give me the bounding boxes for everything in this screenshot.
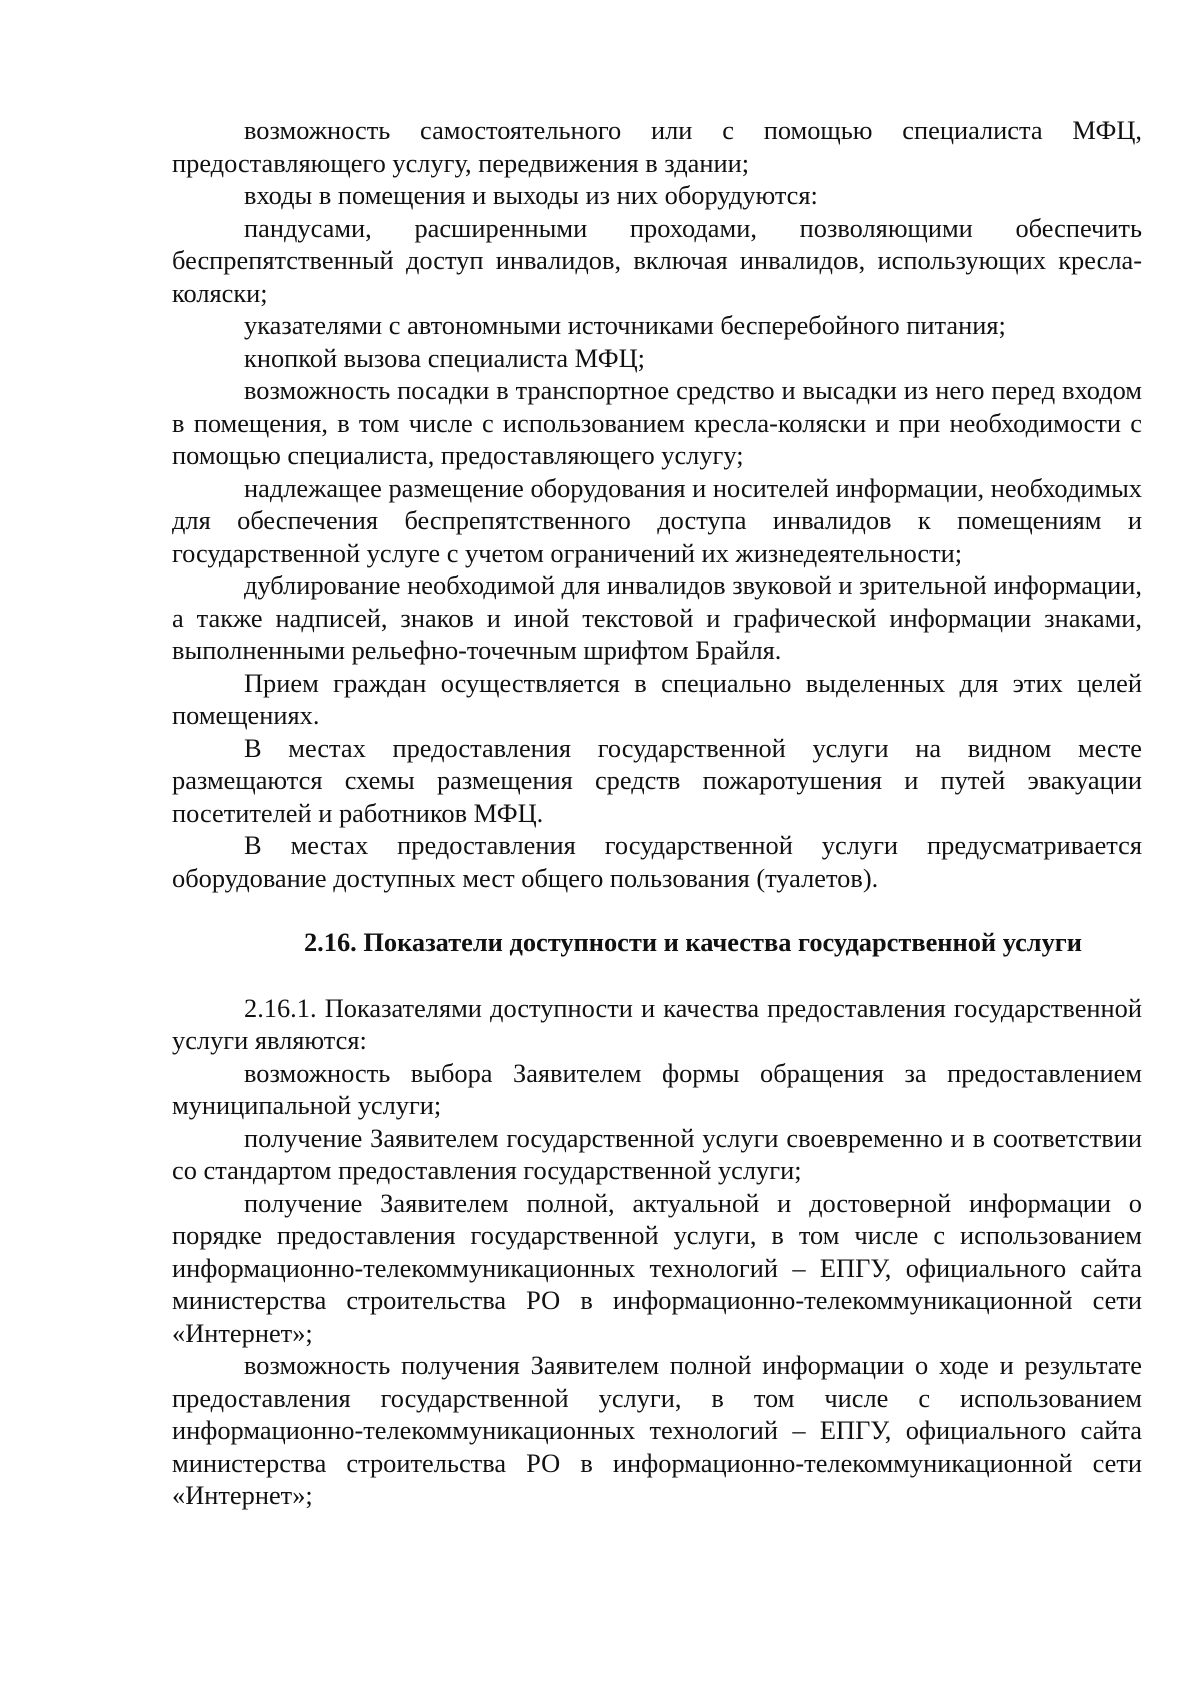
paragraph-progress-information: возможность получения Заявителем полной информации о ходе и результате предоставления государственной услуги, в том числе с использованием информационно-телекоммуникационных технологий – ЕПГУ, официального сайта министерства строительства РО в информационно-телекоммуникационной сети «Интернет»; [172,1350,1142,1510]
document-page [172,114,1142,1512]
section-heading: 2.16. Показатели доступности и качества государственной услуги [303,927,1083,957]
paragraph-vehicle-boarding: возможность посадки в транспортное средство и высадки из него перед входом в помещения, в том числе с использованием кресла-коляски и при необходимости с помощью специалиста, предоставляющего услугу; [172,375,1142,470]
paragraph-choice-of-form: возможность выбора Заявителем формы обращения за предоставлением муниципальной услуги; [172,1057,1142,1120]
paragraph-ramps: пандусами, расширенными проходами, позволяющими обеспечить беспрепятственный доступ инвалидов, включая инвалидов, использующих кресла-коляски; [172,212,1142,308]
paragraph-timely-service: получение Заявителем государственной услуги своевременно и в соответствии со стандартом предоставления государственной услуги; [172,1122,1142,1185]
paragraph-signs: указателями с автономными источниками бесперебойного питания; [244,310,1006,340]
paragraph-indicators-intro: 2.16.1. Показателями доступности и качества предоставления государственной услуги являются: [172,992,1142,1055]
paragraph-reception: Прием граждан осуществляется в специально выделенных для этих целей помещениях. [172,667,1142,730]
paragraph-full-information: получение Заявителем полной, актуальной и достоверной информации о порядке предоставления государственной услуги, в том числе с использованием информационно-телекоммуникационных технологий – ЕПГУ, официального сайта министерства строительства РО в информационно-телекоммуникационной сети «Интернет»; [172,1187,1142,1348]
paragraph-equipment-placement: надлежащее размещение оборудования и носителей информации, необходимых для обеспечения беспрепятственного доступа инвалидов к помещениям и государственной услуге с учетом ограничений их жизнедеятельности; [172,472,1142,568]
paragraph-entrances: входы в помещения и выходы из них оборудуются: [244,180,818,210]
paragraph-evacuation: В местах предоставления государственной услуги на видном месте размещаются схемы размещения средств пожаротушения и путей эвакуации посетителей и работников МФЦ. [172,732,1142,828]
paragraph-call-button: кнопкой вызова специалиста МФЦ; [244,342,646,373]
paragraph-accessibility-movement: возможность самостоятельного или с помощью специалиста МФЦ, предоставляющего услугу, передвижения в здании; [172,115,1142,178]
paragraph-braille: дублирование необходимой для инвалидов звуковой и зрительной информации, а также надписей, знаков и иной текстовой и графической информации знаками, выполненными рельефно-точечным шрифтом Брайля. [172,570,1142,665]
paragraph-toilets: В местах предоставления государственной услуги предусматривается оборудование доступных мест общего пользования (туалетов). [172,830,1142,893]
